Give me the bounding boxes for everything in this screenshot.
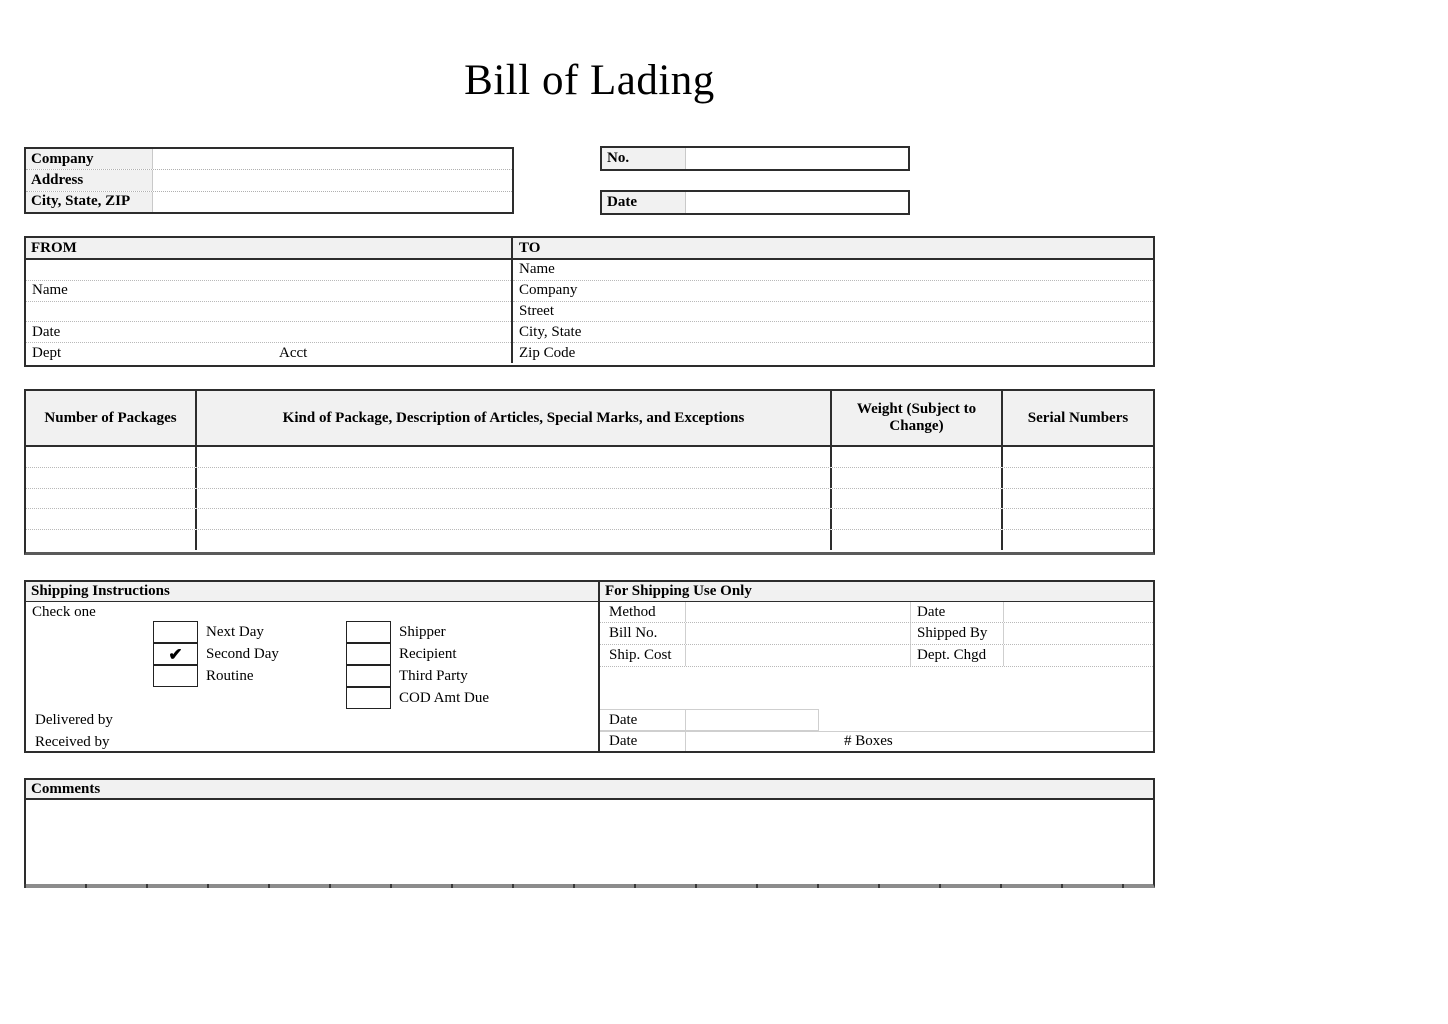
shipped-by-label: Shipped By (911, 623, 1004, 644)
description-cell[interactable] (197, 468, 832, 488)
company-field[interactable] (153, 149, 512, 169)
third-party-label: Third Party (399, 667, 468, 684)
shipping-instructions-pane (26, 582, 600, 751)
bill-no-label: Bill No. (600, 623, 686, 644)
from-to-body (26, 260, 1153, 363)
packages-cell[interactable] (26, 509, 197, 529)
packages-cell[interactable] (26, 447, 197, 467)
no-label: No. (602, 148, 686, 169)
shipping-section (24, 580, 1155, 753)
packages-table-body (26, 447, 1153, 550)
received-date-field[interactable] (686, 732, 1153, 751)
col-serial-numbers: Serial Numbers (1027, 409, 1129, 426)
routine-checkbox[interactable] (153, 665, 198, 687)
to-column (513, 260, 1153, 363)
received-date-label: Date (600, 732, 686, 751)
cod-amt-due-checkbox[interactable] (346, 687, 391, 709)
table-row (26, 489, 1153, 510)
serial-cell[interactable] (1003, 509, 1153, 529)
weight-cell[interactable] (832, 509, 1003, 529)
city-state-zip-row (26, 192, 512, 212)
check-one-label: Check one (32, 604, 96, 620)
serial-cell[interactable] (1003, 489, 1153, 509)
serial-cell[interactable] (1003, 468, 1153, 488)
ship-cost-field[interactable] (686, 645, 911, 666)
shipcost-deptchgd-row (600, 645, 1153, 667)
from-to-header (26, 238, 1153, 260)
serial-cell[interactable] (1003, 530, 1153, 550)
packages-cell[interactable] (26, 489, 197, 509)
table-row (26, 468, 1153, 489)
weight-cell[interactable] (832, 530, 1003, 550)
routine-label: Routine (206, 667, 254, 684)
packages-table-header (26, 391, 1153, 447)
shipping-use-pane (600, 582, 1153, 751)
number-block (600, 146, 910, 171)
received-by-label: Received by (35, 733, 110, 750)
from-acct-label: Acct (279, 344, 308, 361)
to-city-state-label: City, State (519, 323, 582, 340)
shipping-use-header: For Shipping Use Only (600, 582, 1153, 602)
from-empty-row[interactable] (26, 260, 511, 281)
bill-no-field[interactable] (686, 623, 911, 644)
shipping-instructions-header: Shipping Instructions (26, 582, 598, 602)
dept-chgd-field[interactable] (1004, 645, 1153, 666)
weight-cell[interactable] (832, 489, 1003, 509)
company-label: Company (26, 149, 153, 169)
received-date-row (600, 731, 1153, 751)
delivered-date-label: Date (600, 710, 686, 730)
dept-chgd-label: Dept. Chgd (911, 645, 1004, 666)
city-state-zip-field[interactable] (153, 192, 512, 212)
comments-header: Comments (26, 780, 1153, 800)
ship-date-label: Date (911, 602, 1004, 622)
from-empty-row[interactable] (26, 302, 511, 323)
from-date-row[interactable] (26, 322, 511, 343)
next-day-label: Next Day (206, 623, 264, 640)
next-day-checkbox[interactable] (153, 621, 198, 643)
table-row (26, 530, 1153, 550)
address-field[interactable] (153, 170, 512, 190)
from-header: FROM (26, 238, 513, 258)
table-row (26, 509, 1153, 530)
from-name-row[interactable] (26, 281, 511, 302)
to-company-label: Company (519, 282, 578, 299)
shipper-label: Shipper (399, 623, 446, 640)
delivered-by-label: Delivered by (35, 711, 113, 728)
to-header: TO (519, 239, 541, 256)
shipper-checkbox[interactable] (346, 621, 391, 643)
second-day-label: Second Day (206, 645, 279, 662)
second-day-checkbox[interactable] (153, 643, 198, 665)
description-cell[interactable] (197, 530, 832, 550)
cod-amt-due-label: COD Amt Due (399, 689, 489, 706)
to-street-row[interactable] (513, 302, 1153, 323)
third-party-checkbox[interactable] (346, 665, 391, 687)
to-name-label: Name (519, 261, 555, 278)
address-label: Address (26, 170, 153, 190)
serial-cell[interactable] (1003, 447, 1153, 467)
checkmark-icon: ✔ (168, 644, 183, 664)
city-state-zip-label: City, State, ZIP (26, 192, 153, 212)
recipient-checkbox[interactable] (346, 643, 391, 665)
method-field[interactable] (686, 602, 911, 622)
packages-cell[interactable] (26, 468, 197, 488)
to-street-label: Street (519, 302, 554, 319)
packages-table (24, 389, 1155, 555)
description-cell[interactable] (197, 447, 832, 467)
to-city-state-row[interactable] (513, 322, 1153, 343)
comments-section (24, 778, 1155, 888)
ship-date-field[interactable] (1004, 602, 1153, 622)
to-name-row[interactable] (513, 260, 1153, 281)
from-to-table (24, 236, 1155, 367)
from-dept-label: Dept (32, 344, 62, 361)
col-number-of-packages: Number of Packages (26, 391, 197, 445)
col-kind-of-package: Kind of Package, Description of Articles, Special Marks, and Exceptions (197, 391, 832, 445)
ship-cost-label: Ship. Cost (600, 645, 686, 666)
delivered-date-field[interactable] (686, 710, 818, 730)
shipped-by-field[interactable] (1004, 623, 1153, 644)
page-title: Bill of Lading (464, 57, 715, 104)
date-block (600, 190, 910, 215)
from-name-label: Name (32, 282, 68, 299)
to-zip-label: Zip Code (519, 344, 576, 361)
no-field[interactable] (686, 148, 908, 169)
method-label: Method (600, 602, 686, 622)
from-date-label: Date (32, 323, 61, 340)
num-boxes-label: # Boxes (844, 733, 893, 749)
weight-cell[interactable] (832, 468, 1003, 488)
col-weight: Weight (Subject to Change) (832, 391, 1003, 445)
table-row (26, 447, 1153, 468)
to-company-row[interactable] (513, 281, 1153, 302)
date-label: Date (602, 192, 686, 213)
to-zip-row[interactable] (513, 343, 1153, 363)
delivered-date-row (600, 709, 819, 731)
company-row (26, 149, 512, 170)
weight-cell[interactable] (832, 447, 1003, 467)
method-date-row (600, 602, 1153, 623)
packages-cell[interactable] (26, 530, 197, 550)
description-cell[interactable] (197, 489, 832, 509)
billno-shippedby-row (600, 623, 1153, 645)
comments-field[interactable] (26, 800, 1153, 882)
recipient-label: Recipient (399, 645, 457, 662)
from-dept-acct-row[interactable] (26, 343, 511, 363)
date-field[interactable] (686, 192, 908, 213)
address-row (26, 170, 512, 191)
from-column (26, 260, 513, 363)
company-address-block (24, 147, 514, 214)
description-cell[interactable] (197, 509, 832, 529)
